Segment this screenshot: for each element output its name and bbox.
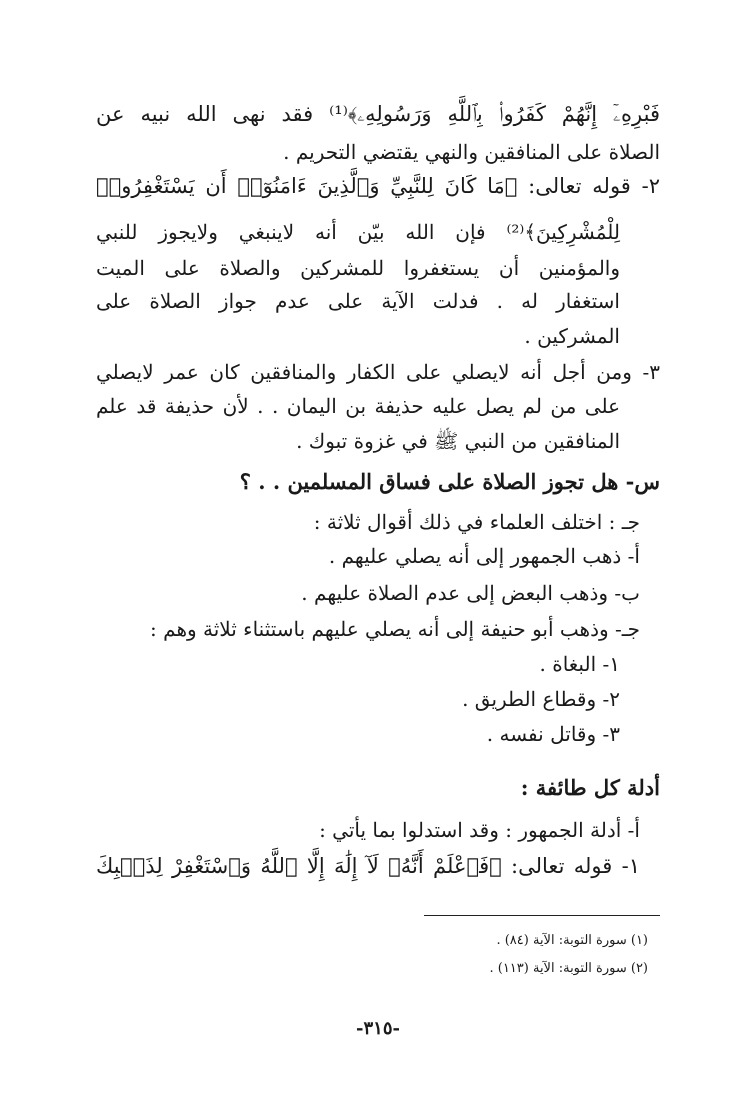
- page-number: -٣١٥-: [356, 1018, 400, 1039]
- opinion-a: أ- ذهب الجمهور إلى أنه يصلي عليهم .: [328, 544, 640, 568]
- footnote-separator: [424, 915, 660, 916]
- question-heading: س- هل تجوز الصلاة على فساق المسلمين . . ؟: [239, 469, 660, 494]
- answer-intro: جـ : اختلف العلماء في ذلك أقوال ثلاثة :: [313, 510, 640, 534]
- text-line-2: الصلاة على المنافقين والنهي يقتضي التحريم .: [283, 140, 660, 164]
- text-line-10: المنافقين من النبي ﷺ في غزوة تبوك .: [296, 429, 620, 453]
- exception-1: ١- البغاة .: [539, 652, 620, 676]
- text-line-1: فَبْرِهِۦٓ إِنَّهُمْ كَفَرُوا۟ بِٱللَّهِ وَرَسُولِهِۦ﴾⁽¹⁾ فقد نهى الله نبيه عن: [96, 102, 660, 126]
- text-line-3: ٢- قوله تعالى: ﴿مَا كَانَ لِلنَّبِيِّ وَٱلَّذِينَ ءَامَنُوٓا۟ أَن يَسْتَغْفِرُوا۟: [96, 174, 660, 198]
- exception-3: ٣- وقاتل نفسه .: [486, 722, 620, 746]
- evidence-intro: أ- أدلة الجمهور : وقد استدلوا بما يأتي :: [319, 818, 640, 842]
- section-heading: أدلة كل طائفة :: [520, 775, 660, 800]
- text-line-7: المشركين .: [524, 324, 620, 348]
- text-line-9: على من لم يصل عليه حذيفة بن اليمان . . لأن حذيفة قد علم: [96, 394, 620, 418]
- text-line-5: والمؤمنين أن يستغفروا للمشركين والصلاة على الميت: [96, 256, 620, 280]
- opinion-b: ب- وذهب البعض إلى عدم الصلاة عليهم .: [301, 581, 640, 605]
- evidence-1: ١- قوله تعالى: ﴿فَٱعْلَمْ أَنَّهُۥ لَآ إِلَٰهَ إِلَّا ٱللَّهُ وَٱسْتَغْفِرْ لِذَنۢبِكَ: [96, 854, 640, 878]
- footnote-2: (٢) سورة التوبة: الآية (١١٣) .: [489, 961, 648, 976]
- text-line-8: ٣- ومن أجل أنه لايصلي على الكفار والمنافقين كان عمر لايصلي: [96, 360, 660, 384]
- exception-2: ٢- وقطاع الطريق .: [462, 687, 620, 711]
- opinion-c: جـ- وذهب أبو حنيفة إلى أنه يصلي عليهم باستثناء ثلاثة وهم :: [150, 617, 640, 641]
- text-line-6: استغفار له . فدلت الآية على عدم جواز الصلاة على: [96, 289, 620, 313]
- text-line-4: لِلْمُشْرِكِينَ﴾⁽²⁾ فإن الله بيّن أنه لاينبغي ولايجوز للنبي: [96, 220, 620, 244]
- footnote-1: (١) سورة التوبة: الآية (٨٤) .: [496, 933, 648, 948]
